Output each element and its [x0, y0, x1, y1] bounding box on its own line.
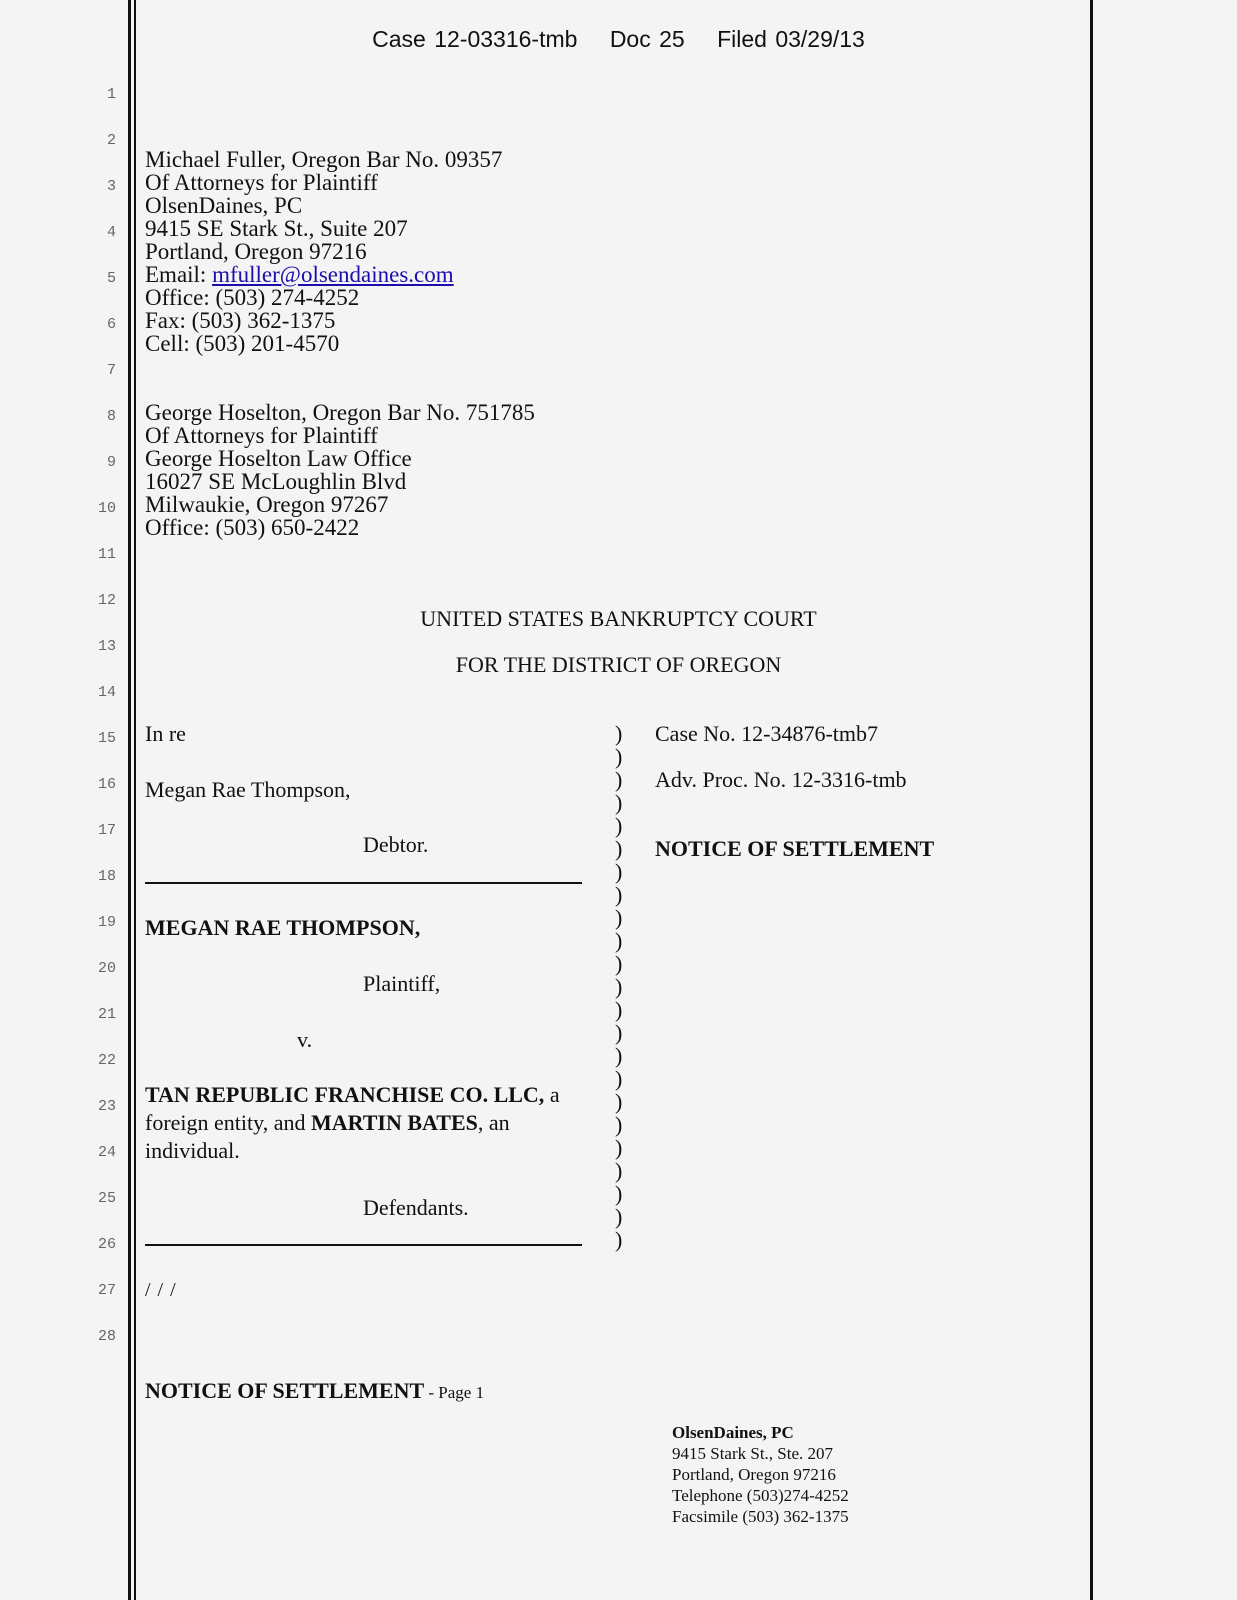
caption-plaintiff-label: Plaintiff,	[363, 971, 441, 996]
email-label: Email:	[145, 262, 213, 287]
filing-header	[0, 26, 1237, 53]
attorney-block-hoselton	[145, 401, 535, 539]
line-number: 1	[106, 86, 116, 103]
caption-parenthesis: )	[615, 1227, 623, 1252]
caption-debtor-label: Debtor.	[363, 832, 429, 857]
line-number: 28	[97, 1328, 116, 1345]
line-number: 21	[97, 1006, 116, 1023]
caption-parenthesis: )	[615, 1066, 623, 1091]
attorney-city: Milwaukie, Oregon 97267	[145, 492, 389, 517]
attorney-fax: Fax: (503) 362-1375	[145, 308, 336, 333]
attorney-street: 16027 SE McLoughlin Blvd	[145, 469, 407, 494]
attorney-name: Michael Fuller, Oregon Bar No. 09357	[145, 147, 503, 172]
caption-plaintiff-name: MEGAN RAE THOMPSON,	[145, 915, 421, 940]
right-margin-rule	[1090, 0, 1093, 1600]
line-number: 22	[97, 1052, 116, 1069]
caption-parenthesis: )	[615, 1204, 623, 1229]
header-doc: Doc 25	[609, 26, 685, 52]
defendant-text: , an	[477, 1110, 510, 1135]
caption-parenthesis: )	[615, 790, 623, 815]
attorney-block-fuller	[145, 148, 502, 355]
footer-document-title: NOTICE OF SETTLEMENT	[145, 1378, 425, 1403]
footer-firm-block	[672, 1422, 849, 1527]
footer-firm-telephone: Telephone (503)274-4252	[672, 1486, 849, 1505]
defendant-text: a	[544, 1082, 560, 1107]
line-number: 5	[106, 270, 116, 287]
line-number: 18	[97, 868, 116, 885]
caption-parenthesis: )	[615, 1089, 623, 1114]
footer-title	[145, 1378, 484, 1404]
caption-parenthesis: )	[615, 951, 623, 976]
left-margin-rule-inner	[134, 0, 136, 1600]
caption-defendants-text	[145, 1081, 560, 1165]
attorney-role: Of Attorneys for Plaintiff	[145, 423, 378, 448]
line-number: 12	[97, 592, 116, 609]
footer-firm-city: Portland, Oregon 97216	[672, 1465, 836, 1484]
defendant-text: individual.	[145, 1138, 240, 1163]
defendant-name-tan-republic: TAN REPUBLIC FRANCHISE CO. LLC,	[145, 1082, 545, 1107]
attorney-firm: George Hoselton Law Office	[145, 446, 412, 471]
line-number: 3	[106, 178, 116, 195]
line-number: 24	[97, 1144, 116, 1161]
line-number: 6	[106, 316, 116, 333]
caption-in-re: In re	[145, 721, 186, 746]
document-title: NOTICE OF SETTLEMENT	[655, 836, 935, 861]
caption-parenthesis: )	[615, 905, 623, 930]
line-number: 15	[97, 730, 116, 747]
caption-parenthesis: )	[615, 974, 623, 999]
caption-parenthesis: )	[615, 1020, 623, 1045]
caption-parenthesis: )	[615, 1135, 623, 1160]
line-number: 19	[97, 914, 116, 931]
attorney-office: Office: (503) 274-4252	[145, 285, 360, 310]
caption-parenthesis: )	[615, 1112, 623, 1137]
footer-firm-facsimile: Facsimile (503) 362-1375	[672, 1507, 849, 1526]
line-number: 10	[97, 500, 116, 517]
caption-parenthesis: )	[615, 882, 623, 907]
caption-parenthesis: )	[615, 997, 623, 1022]
line-number: 20	[97, 960, 116, 977]
line-number: 4	[106, 224, 116, 241]
attorney-city: Portland, Oregon 97216	[145, 239, 367, 264]
attorney-cell: Cell: (503) 201-4570	[145, 331, 340, 356]
caption-parenthesis: )	[615, 721, 623, 746]
footer-firm-name: OlsenDaines, PC	[672, 1423, 794, 1442]
caption-parenthesis: )	[615, 767, 623, 792]
caption-parenthesis: )	[615, 1158, 623, 1183]
court-name: UNITED STATES BANKRUPTCY COURT	[420, 606, 817, 631]
line-number: 13	[97, 638, 116, 655]
caption-defendants-label: Defendants.	[363, 1195, 469, 1220]
caption-divider-bottom	[145, 1244, 582, 1246]
caption-divider-top	[145, 882, 582, 884]
line-number: 17	[97, 822, 116, 839]
continuation-mark: / / /	[145, 1279, 177, 1301]
caption-parenthesis: )	[615, 836, 623, 861]
line-number: 14	[97, 684, 116, 701]
header-case: Case 12-03316-tmb	[372, 26, 578, 52]
court-district: FOR THE DISTRICT OF OREGON	[455, 652, 782, 677]
line-number: 7	[106, 362, 116, 379]
line-number: 2	[106, 132, 116, 149]
email-link[interactable]: mfuller@olsendaines.com	[212, 262, 454, 287]
header-filed: Filed 03/29/13	[717, 26, 865, 52]
left-margin-rule-outer	[128, 0, 131, 1600]
line-number: 8	[106, 408, 116, 425]
caption-parenthesis: )	[615, 813, 623, 838]
caption-parenthesis: )	[615, 928, 623, 953]
line-number: 16	[97, 776, 116, 793]
defendant-text: foreign entity, and	[145, 1110, 311, 1135]
line-number: 11	[97, 546, 116, 563]
attorney-email-line	[145, 263, 502, 286]
footer-firm-street: 9415 Stark St., Ste. 207	[672, 1444, 834, 1463]
line-number: 23	[97, 1098, 116, 1115]
caption-debtor-name: Megan Rae Thompson,	[145, 777, 351, 802]
line-number: 27	[97, 1282, 116, 1299]
caption-parenthesis: )	[615, 1043, 623, 1068]
footer-page-number: - Page 1	[424, 1383, 485, 1402]
attorney-street: 9415 SE Stark St., Suite 207	[145, 216, 408, 241]
caption-parenthesis: )	[615, 744, 623, 769]
attorney-firm: OlsenDaines, PC	[145, 193, 303, 218]
attorney-role: Of Attorneys for Plaintiff	[145, 170, 378, 195]
defendant-name-martin-bates: MARTIN BATES	[310, 1110, 478, 1135]
line-number: 9	[106, 454, 116, 471]
attorney-office: Office: (503) 650-2422	[145, 515, 360, 540]
caption-parenthesis: )	[615, 1181, 623, 1206]
line-number: 26	[97, 1236, 116, 1253]
caption-parenthesis-column	[615, 722, 622, 1251]
case-number: Case No. 12-34876-tmb7	[655, 721, 879, 746]
caption-parenthesis: )	[615, 859, 623, 884]
attorney-name: George Hoselton, Oregon Bar No. 751785	[145, 400, 535, 425]
caption-versus: v.	[297, 1027, 313, 1052]
adversary-proceeding-number: Adv. Proc. No. 12-3316-tmb	[655, 767, 907, 792]
line-number: 25	[97, 1190, 116, 1207]
